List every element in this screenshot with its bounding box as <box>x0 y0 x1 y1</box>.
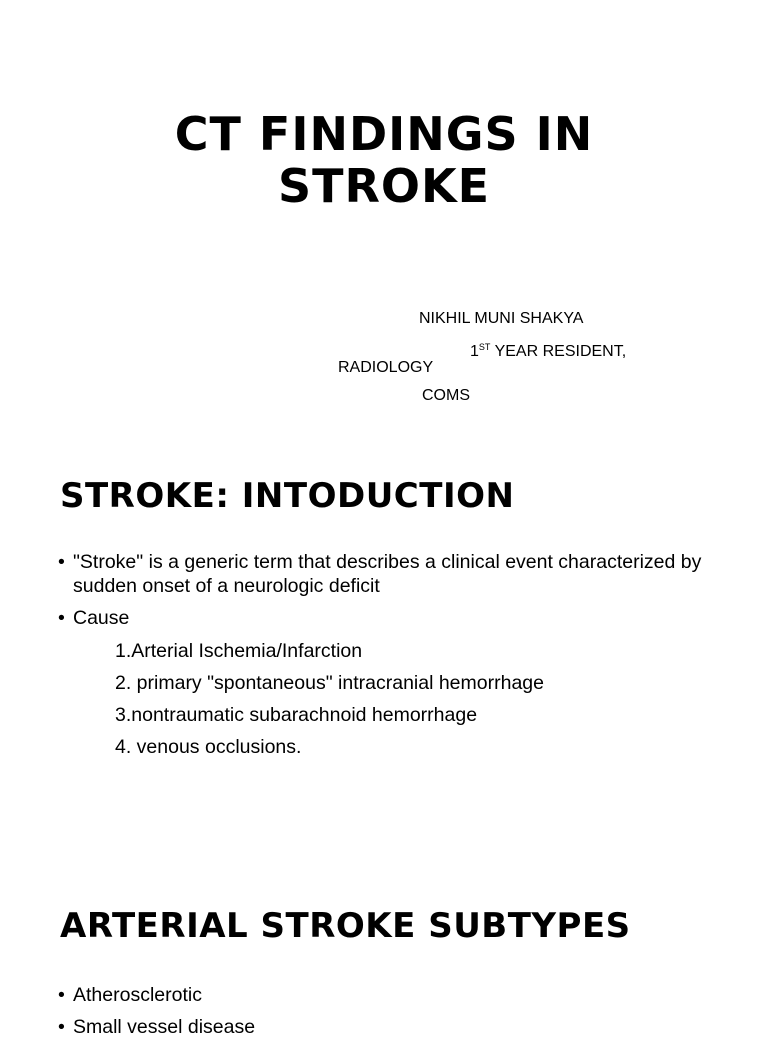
title-line-2: STROKE <box>277 159 491 213</box>
list-item: • Atherosclerotic <box>58 983 718 1007</box>
author-year <box>470 337 626 362</box>
presentation-title <box>0 108 768 212</box>
section-heading-introduction: STROKE: INTODUCTION <box>60 476 515 516</box>
cause-item: 2. primary "spontaneous" intracranial hemorrhage <box>115 672 544 694</box>
cause-item: 3.nontraumatic subarachnoid hemorrhage <box>115 704 478 726</box>
section-heading-subtypes: ARTERIAL STROKE SUBTYPES <box>60 906 631 946</box>
cause-item: 1.Arterial Ischemia/Infarction <box>115 640 363 662</box>
author-year-ordinal: ST <box>478 342 491 352</box>
author-institution: COMS <box>422 387 470 404</box>
title-line-1: CT FINDINGS IN <box>174 107 594 161</box>
list-item: • Cause <box>58 606 718 630</box>
list-item: • "Stroke" is a generic term that describes a clinical event characterized by sudden onset of a neurologic deficit <box>58 550 718 598</box>
cause-list <box>115 639 544 767</box>
author-department: RADIOLOGY <box>338 359 434 376</box>
author-year-number: 1 <box>470 343 479 360</box>
cause-item: 4. venous occlusions. <box>115 736 302 758</box>
introduction-bullet-list <box>58 550 718 638</box>
subtypes-bullet-list <box>58 983 718 1047</box>
author-year-text: YEAR RESIDENT, <box>490 343 627 360</box>
author-name: NIKHIL MUNI SHAKYA <box>419 310 584 327</box>
list-item: • Small vessel disease <box>58 1015 718 1039</box>
